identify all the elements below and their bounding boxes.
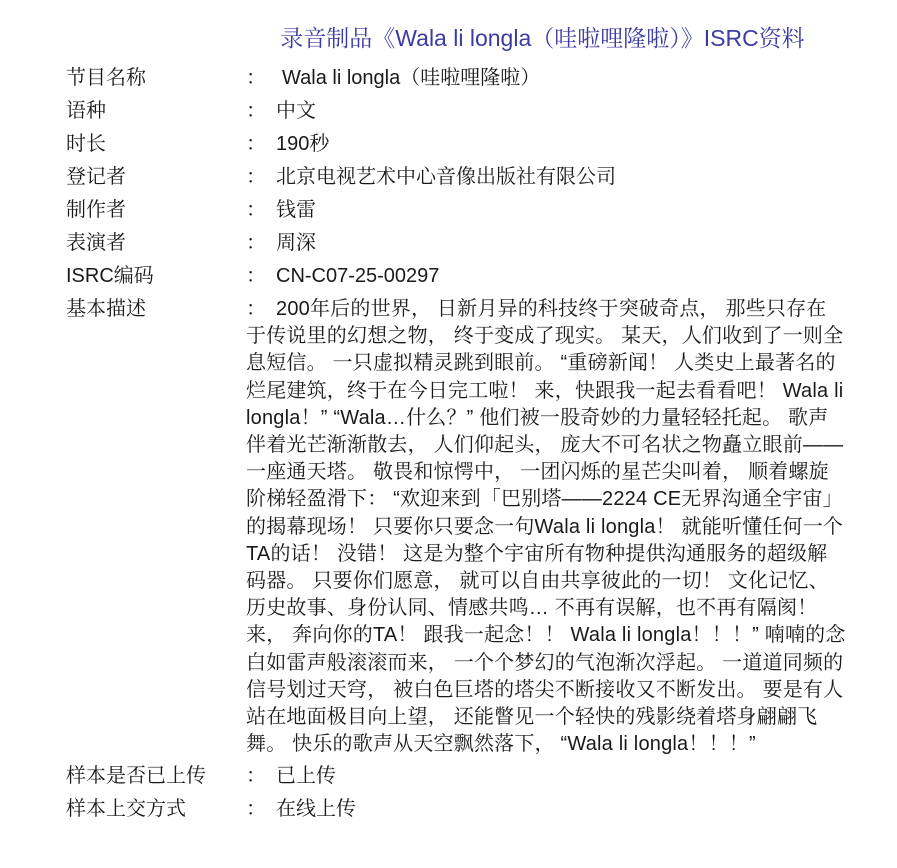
field-row-submission-method: [66, 793, 856, 826]
field-label: 样本上交方式: [66, 798, 186, 821]
field-label: 基本描述: [66, 298, 146, 320]
field-separator: ：: [246, 199, 266, 221]
field-label: 时长: [66, 133, 106, 155]
field-label: ISRC编码: [66, 265, 154, 287]
field-row-isrc-code: [66, 260, 856, 293]
field-separator: ：: [246, 798, 266, 821]
field-separator: ：: [246, 67, 266, 89]
field-row-description: [66, 296, 856, 758]
field-separator: ：: [246, 232, 266, 254]
field-value: 已上传: [276, 765, 336, 788]
field-label: 表演者: [66, 232, 126, 254]
isrc-record-table: [66, 62, 856, 826]
field-row-producer: [66, 194, 856, 227]
field-label: 登记者: [66, 166, 126, 188]
description-text: 200年后的世界， 日新月异的科技终于突破奇点， 那些只存在于传说里的幻想之物， 终于变成了现实。 某天，人们收到了一则全息短信。 一只虚拟精灵跳到眼前。 “重磅新闻！ 人类史上最著名的烂尾建筑，终于在今日完工啦！ 来，快跟我一起去看看吧！ Wala li longla！” “Wala…什么？” 他们被一股奇妙的力量轻轻托起。 歌声伴着光芒渐渐散去， 人们仰起头， 庞大不可名状之物矗立眼前—— 一座通天塔。 敬畏和惊愕中， 一团闪烁的星芒尖叫着， 顺着螺旋阶梯轻盈滑下： “欢迎来到「巴别塔——2224 CE无界沟通全宇宙」的揭幕现场！ 只要你只要念一句Wala li longla！ 就能听懂任何一个TA的话！ 没错！ 这是为整个宇宙所有物种提供沟通服务的超级解码器。 只要你们愿意， 就可以自由共享彼此的一切！ 文化记忆、历史故事、身份认同、情感共鸣… 不再有误解，也不再有隔阂！ 来， 奔向你的TA！ 跟我一起念！！ Wala li longla！！！” 喃喃的念白如雷声般滚滚而来， 一个个梦幻的气泡渐次浮起。 一道道同频的信号划过天穹， 被白色巨塔的塔尖不断接收又不断发出。 要是有人站在地面极目向上望， 还能瞥见一个轻快的残影绕着塔身翩翩飞舞。 快乐的歌声从天空飘然落下， “Wala li longla！！！”: [246, 298, 846, 756]
field-value: 中文: [276, 100, 316, 122]
field-separator: ：: [246, 298, 266, 320]
field-row-sample-uploaded: [66, 760, 856, 793]
field-row-language: [66, 95, 856, 128]
field-separator: ：: [246, 133, 266, 155]
field-row-registrant: [66, 161, 856, 194]
page-title: 录音制品《Wala li longla（哇啦哩隆啦）》ISRC资料: [280, 25, 805, 51]
field-label: 节目名称: [66, 67, 146, 89]
field-separator: ：: [246, 166, 266, 188]
field-row-performer: [66, 227, 856, 260]
field-row-duration: [66, 128, 856, 161]
field-value: Wala li longla（哇啦哩隆啦）: [282, 67, 541, 89]
field-value: 北京电视艺术中心音像出版社有限公司: [276, 166, 616, 188]
field-value: CN-C07-25-00297: [276, 265, 440, 287]
field-value: 钱雷: [276, 199, 316, 221]
field-label: 语种: [66, 100, 106, 122]
field-label: 制作者: [66, 199, 126, 221]
field-separator: ：: [246, 100, 266, 122]
field-separator: ：: [246, 265, 266, 287]
field-separator: ：: [246, 765, 266, 788]
field-value: 在线上传: [276, 798, 356, 821]
field-row-program-name: [66, 62, 856, 95]
field-value: 周深: [276, 232, 316, 254]
field-label: 样本是否已上传: [66, 765, 206, 788]
field-value: 190秒: [276, 133, 330, 155]
